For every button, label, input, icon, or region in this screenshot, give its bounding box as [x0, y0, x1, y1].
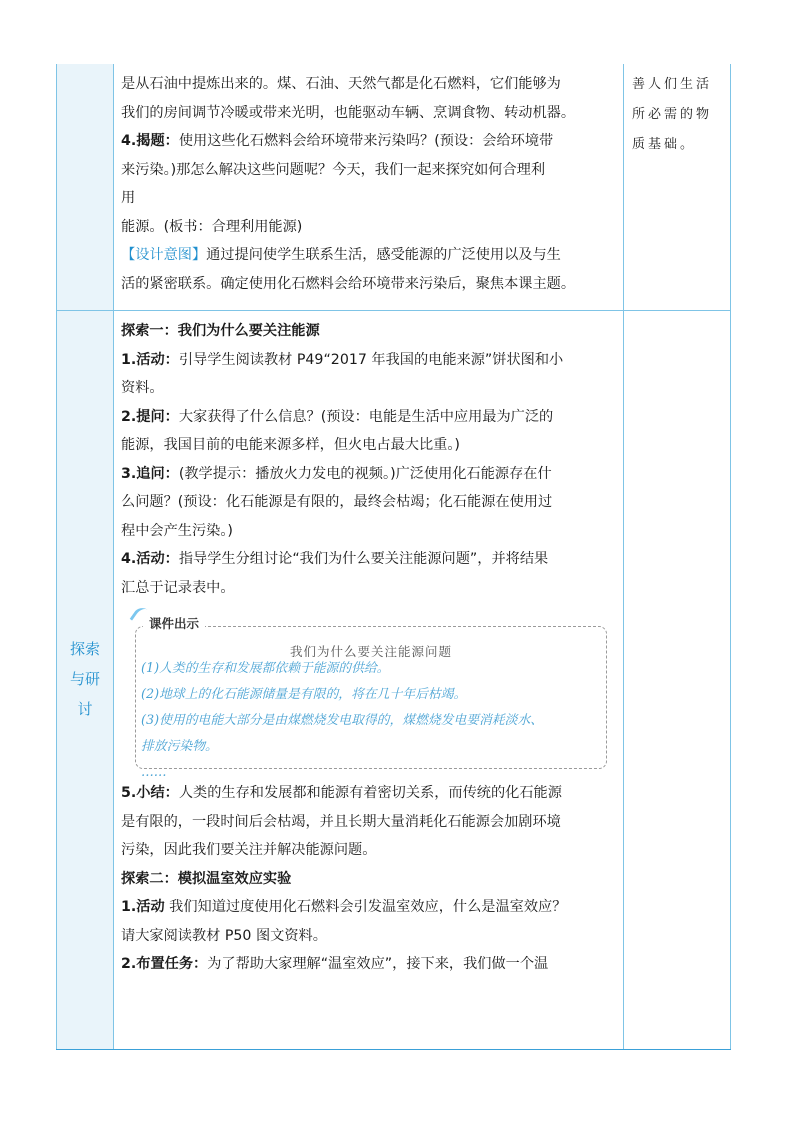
- paragraph: 活的紧密联系。确定使用化石燃料会给环境带来污染后，聚焦本课主题。: [121, 275, 576, 292]
- content-cell: [114, 311, 624, 1050]
- paragraph: 请大家阅读教材 P50 图文资料。: [121, 927, 327, 944]
- courseware-box: [135, 614, 607, 780]
- reveal-topic-item: 4.揭题：使用这些化石燃料会给环境带来污染吗？(预设：会给环境带: [121, 133, 554, 149]
- list-item: (2)地球上的化石能源储量是有限的，将在几十年后枯竭。: [141, 687, 467, 702]
- content-cell: [114, 64, 624, 311]
- list-item: 4.活动：指导学生分组讨论“我们为什么要关注能源问题”，并将结果: [121, 551, 549, 567]
- notes-cell: [624, 64, 731, 311]
- paragraph: 污染，因此我们要关注并解决能源问题。: [121, 842, 377, 858]
- table-row: [57, 64, 731, 311]
- list-item: 1.活动 我们知道过度使用化石燃料会引发温室效应，什么是温室效应？: [121, 899, 567, 915]
- table-row: [57, 311, 731, 1050]
- list-item: 5.小结：人类的生存和发展都和能源有着密切关系，而传统的化石能源: [121, 785, 562, 801]
- section-label: 探索 与研 讨: [69, 640, 100, 718]
- section-label-cell: [57, 64, 114, 311]
- paragraph: 资料。: [121, 380, 164, 396]
- explore-one-title: 探索一：我们为什么要关注能源: [121, 323, 320, 339]
- notes-cell: [624, 311, 731, 1050]
- list-item: 1.活动：引导学生阅读教材 P49“2017 年我国的电能来源”饼状图和小: [121, 351, 564, 368]
- explore-two-title: 探索二：模拟温室效应实验: [121, 870, 292, 887]
- list-item: (3)使用的电能大部分是由煤燃烧发电取得的，煤燃烧发电要消耗淡水、: [141, 713, 544, 728]
- list-item: 2.提问：大家获得了什么信息？(预设：电能是生活中应用最为广泛的: [121, 408, 554, 425]
- section-label-cell: [57, 311, 114, 1050]
- paragraph: 么问题？(预设：化石能源是有限的，最终会枯竭；化石能源在使用过: [121, 494, 553, 510]
- margin-note: 善人们生活 所必需的物 质基础。: [632, 77, 713, 152]
- list-item: 2.布置任务：为了帮助大家理解“温室效应”，接下来，我们做一个温: [121, 956, 549, 972]
- paragraph: 程中会产生污染。): [121, 522, 233, 539]
- courseware-title: 我们为什么要关注能源问题: [289, 644, 452, 659]
- design-intent: 【设计意图】通过提问使学生联系生活，感受能源的广泛使用以及与生: [121, 247, 561, 263]
- item-head: 4.揭题：: [121, 133, 179, 149]
- list-item: 3.追问：(教学提示：播放火力发电的视频。)广泛使用化石能源存在什: [121, 465, 552, 482]
- paragraph: 能源。(板书：合理利用能源): [121, 218, 303, 235]
- paragraph: 用: [121, 190, 136, 206]
- list-item: ……: [141, 765, 167, 780]
- list-item: 排放污染物。: [141, 739, 218, 754]
- paragraph: 是从石油中提炼出来的。煤、石油、天然气都是化石燃料，它们能够为: [121, 76, 561, 92]
- paragraph: 我们的房间调节冷暖或带来光明，也能驱动车辆、烹调食物、转动机器。: [121, 104, 576, 121]
- courseware-list: [141, 656, 599, 786]
- paragraph: 是有限的，一段时间后会枯竭，并且长期大量消耗化石能源会加剧环境: [121, 813, 561, 830]
- paragraph: 能源，我国目前的电能来源多样，但火电占最大比重。): [121, 437, 460, 453]
- paragraph: 汇总于记录表中。: [121, 579, 235, 596]
- courseware-tab: 课件出示: [143, 614, 205, 634]
- design-intent-tag: 【设计意图】: [121, 247, 207, 263]
- paragraph: 来污染。)那怎么解决这些问题呢？今天，我们一起来探究如何合理利: [121, 161, 546, 178]
- list-item: (1)人类的生存和发展都依赖于能源的供给。: [141, 661, 390, 676]
- lesson-plan-table: [56, 64, 731, 1050]
